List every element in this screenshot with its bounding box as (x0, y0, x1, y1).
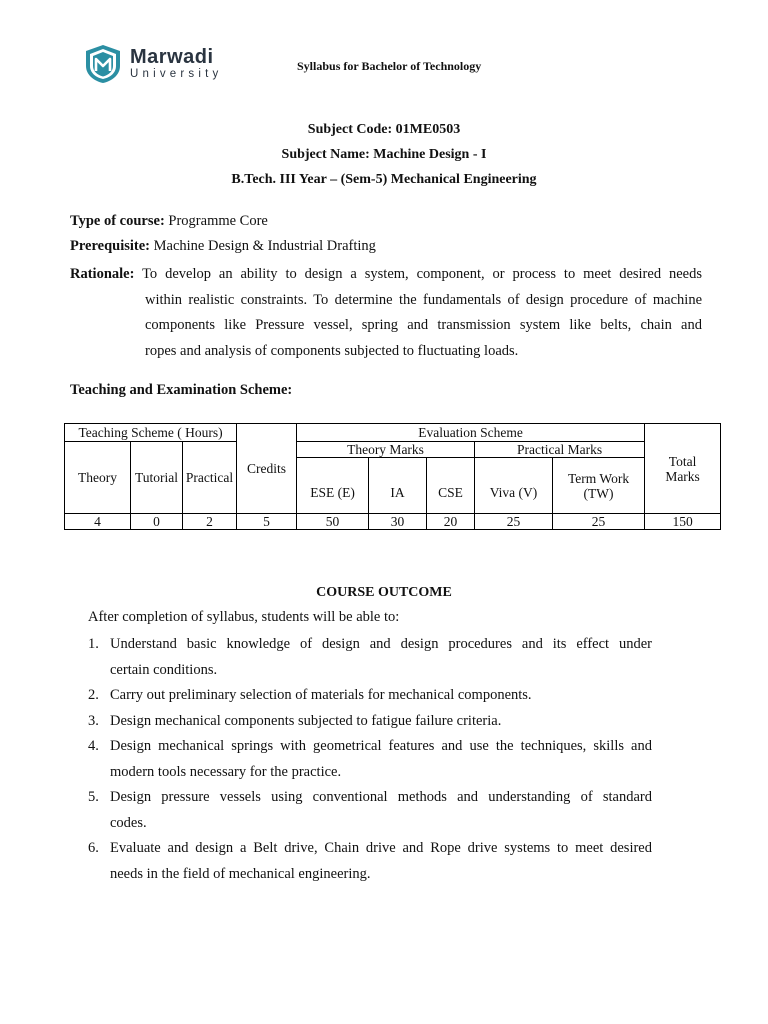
list-item-text: Design pressure vessels using conventional methods and understanding of standard (110, 789, 652, 805)
teaching-scheme-header: Teaching Scheme ( Hours) (65, 424, 237, 442)
rationale-label: Rationale: (70, 266, 135, 282)
rationale-line: ropes and analysis of components subjected to fluctuating loads. (145, 342, 519, 359)
practical-header: Practical (183, 442, 237, 514)
list-item-text: certain conditions. (110, 661, 218, 678)
prerequisite-value: Machine Design & Industrial Drafting (150, 238, 376, 254)
teaching-examination-table (64, 423, 721, 530)
prerequisite (70, 238, 376, 255)
practical-marks-header: Practical Marks (475, 442, 645, 458)
rationale-text: To develop an ability to design a system, component, or process to meet desired needs (134, 266, 702, 282)
list-item (88, 683, 652, 709)
list-item-number: 4. (88, 738, 99, 754)
list-item-text: Understand basic knowledge of design and design procedures and its effect under (110, 636, 652, 652)
rationale-line: components like Pressure vessel, spring and transmission system like belts, chain and (145, 317, 702, 333)
theory-marks-header: Theory Marks (297, 442, 475, 458)
list-item-number: 2. (88, 687, 99, 703)
viva-header: Viva (V) (475, 458, 553, 514)
tutorial-header: Tutorial (131, 442, 183, 514)
list-item-number: 1. (88, 636, 99, 652)
list-item-text: needs in the field of mechanical engineering. (110, 865, 371, 882)
prerequisite-label: Prerequisite: (70, 238, 150, 254)
credits-value: 5 (237, 514, 297, 530)
list-item (88, 709, 652, 735)
list-item-text: Carry out preliminary selection of materials for mechanical components. (110, 687, 532, 703)
list-item-text: Evaluate and design a Belt drive, Chain drive and Rope drive systems to meet desired (110, 840, 652, 856)
list-item-text: Design mechanical components subjected to fatigue failure criteria. (110, 712, 502, 729)
cse-header: CSE (427, 458, 475, 514)
list-item-text: modern tools necessary for the practice. (110, 763, 342, 780)
course-outcome-intro: After completion of syllabus, students will be able to: (88, 609, 400, 625)
credits-header: Credits (237, 424, 297, 514)
course-outcome-list (88, 632, 652, 887)
university-logo (84, 44, 222, 84)
course-type-value: Programme Core (164, 213, 268, 229)
course-outcome-heading: COURSE OUTCOME (316, 585, 452, 600)
rationale-line: within realistic constraints. To determine the fundamentals of design procedure of machine (145, 291, 702, 308)
total-marks-header: Total Marks (645, 424, 721, 514)
subject-year: B.Tech. III Year – (Sem-5) Mechanical Engineering (231, 172, 537, 187)
list-item (88, 734, 652, 785)
logo-name: Marwadi (130, 46, 214, 69)
theory-header: Theory (65, 442, 131, 514)
rationale-line (70, 262, 702, 288)
list-item (88, 632, 652, 683)
tutorial-value: 0 (131, 514, 183, 530)
list-item-number: 5. (88, 789, 99, 805)
scheme-heading: Teaching and Examination Scheme: (70, 382, 293, 398)
term-work-header: Term Work (TW) (553, 458, 645, 514)
logo-subtitle: University (130, 68, 223, 81)
ese-value: 50 (297, 514, 369, 530)
list-item (88, 785, 652, 836)
subject-name: Subject Name: Machine Design - I (281, 147, 487, 162)
shield-logo-icon (84, 44, 122, 84)
rationale (70, 262, 702, 364)
document-header-title: Syllabus for Bachelor of Technology (297, 59, 482, 73)
ia-value: 30 (369, 514, 427, 530)
list-item (88, 836, 652, 887)
practical-value: 2 (183, 514, 237, 530)
term-work-value: 25 (553, 514, 645, 530)
list-item-number: 6. (88, 840, 99, 856)
table-row (65, 514, 721, 530)
course-type-label: Type of course: (70, 213, 165, 229)
theory-value: 4 (65, 514, 131, 530)
total-value: 150 (645, 514, 721, 530)
list-item-text: Design mechanical springs with geometrical features and use the techniques, skills and (110, 738, 652, 754)
cse-value: 20 (427, 514, 475, 530)
list-item-text: codes. (110, 814, 147, 831)
evaluation-scheme-header: Evaluation Scheme (297, 424, 645, 442)
viva-value: 25 (475, 514, 553, 530)
subject-code: Subject Code: 01ME0503 (307, 122, 461, 137)
ia-header: IA (369, 458, 427, 514)
ese-header: ESE (E) (297, 458, 369, 514)
list-item-number: 3. (88, 712, 99, 729)
course-type (70, 213, 268, 230)
